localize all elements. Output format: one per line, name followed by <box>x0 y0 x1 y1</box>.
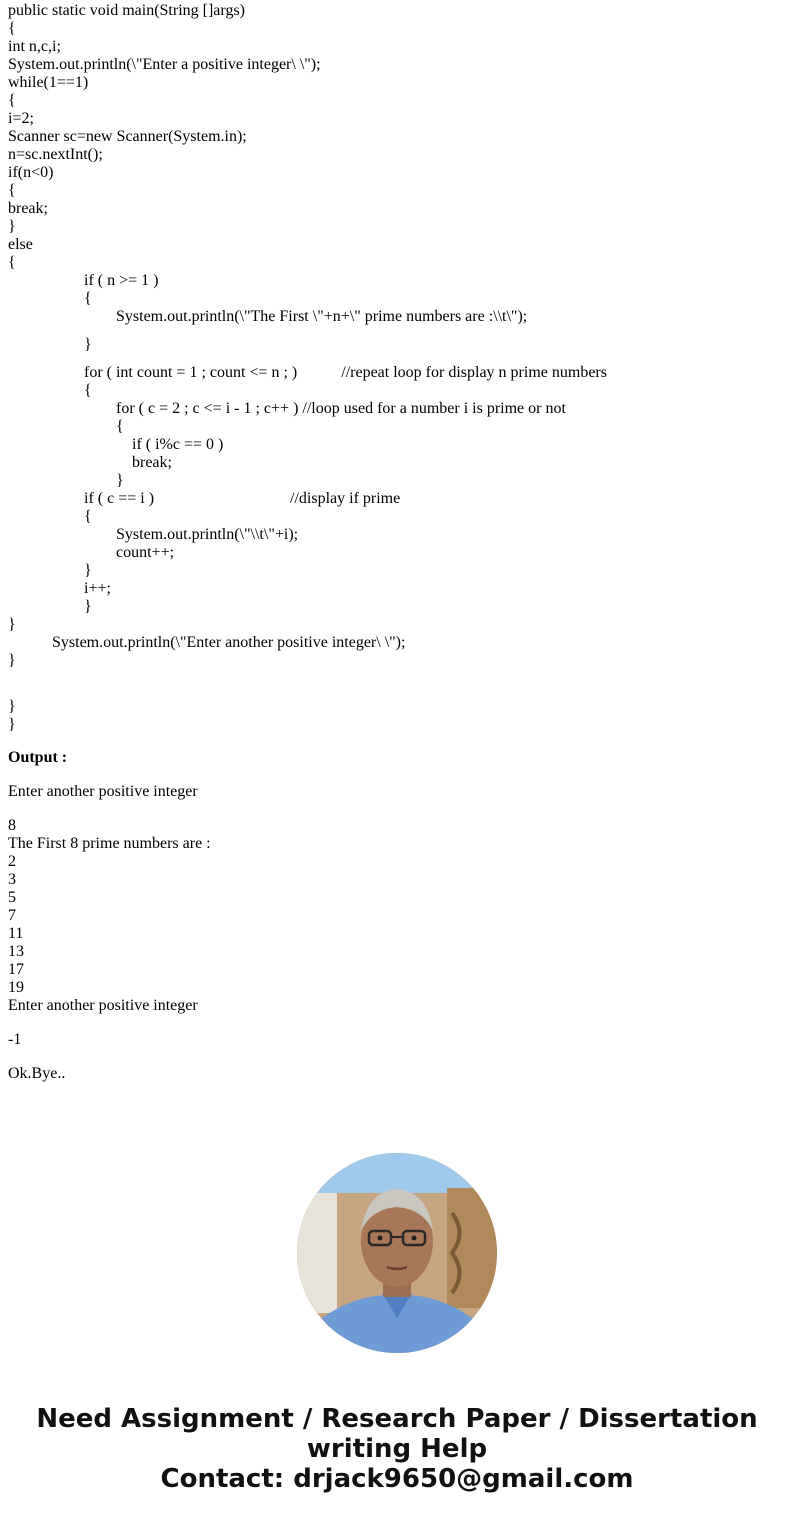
code-line: break; <box>8 200 48 217</box>
output-prompt: Enter another positive integer <box>8 783 198 800</box>
code-line: } <box>84 562 92 579</box>
code-line: } <box>84 598 92 615</box>
output-heading: Output : <box>8 749 68 766</box>
output-prime: 17 <box>8 961 24 978</box>
code-line: } <box>8 716 16 733</box>
output-prime: 5 <box>8 889 16 906</box>
code-line: { <box>8 254 16 271</box>
code-line: System.out.println(\"\\t\"+i); <box>116 526 299 543</box>
output-prompt: Enter another positive integer <box>8 997 198 1014</box>
code-line: i=2; <box>8 110 34 127</box>
code-line: { <box>116 418 124 435</box>
code-line: if(n<0) <box>8 164 54 181</box>
code-line: { <box>84 382 92 399</box>
output-prime: 3 <box>8 871 16 888</box>
author-photo <box>297 1153 497 1353</box>
output-block <box>8 783 786 1083</box>
code-line: { <box>84 508 92 525</box>
output-input: 8 <box>8 817 16 834</box>
code-line: } <box>116 472 124 489</box>
code-line: int n,c,i; <box>8 38 61 55</box>
code-block <box>8 2 786 734</box>
code-line: if ( c == i ) //display if prime <box>84 490 401 507</box>
document-body <box>8 2 786 1083</box>
code-line: i++; <box>84 580 111 597</box>
output-input: -1 <box>8 1031 22 1048</box>
code-line: public static void main(String []args) <box>8 2 245 19</box>
banner-line: Need Assignment / Research Paper / Dissertation <box>36 1404 758 1434</box>
code-line: } <box>8 616 16 633</box>
output-prime: 7 <box>8 907 16 924</box>
code-line: } <box>84 336 92 353</box>
contact-banner <box>0 1404 794 1494</box>
code-line: System.out.println(\"The First \"+n+\" prime numbers are :\\t\"); <box>116 308 528 325</box>
code-line: } <box>8 652 16 669</box>
output-prime: 13 <box>8 943 24 960</box>
code-line: else <box>8 236 33 253</box>
code-line: if ( i%c == 0 ) <box>132 436 224 453</box>
code-line: { <box>84 290 92 307</box>
code-line: } <box>8 698 16 715</box>
code-line: Scanner sc=new Scanner(System.in); <box>8 128 247 145</box>
code-line: { <box>8 92 16 109</box>
code-line: System.out.println(\"Enter a positive integer\ \"); <box>8 56 321 73</box>
code-line: System.out.println(\"Enter another positive integer\ \"); <box>52 634 406 651</box>
code-line: for ( c = 2 ; c <= i - 1 ; c++ ) //loop used for a number i is prime or not <box>116 400 566 417</box>
person-portrait-icon <box>297 1153 497 1353</box>
output-prime: 2 <box>8 853 16 870</box>
output-bye: Ok.Bye.. <box>8 1065 66 1082</box>
output-prime: 11 <box>8 925 24 942</box>
code-line: { <box>8 20 16 37</box>
code-line: if ( n >= 1 ) <box>84 272 159 289</box>
output-header: The First 8 prime numbers are : <box>8 835 211 852</box>
code-line: n=sc.nextInt(); <box>8 146 103 163</box>
contact-email: Contact: drjack9650@gmail.com <box>160 1464 634 1494</box>
code-line: { <box>8 182 16 199</box>
code-line: break; <box>132 454 172 471</box>
code-line: } <box>8 218 16 235</box>
code-line: while(1==1) <box>8 74 89 91</box>
output-prime: 19 <box>8 979 24 996</box>
code-line: for ( int count = 1 ; count <= n ; ) //repeat loop for display n prime numbers <box>84 364 607 381</box>
banner-line: writing Help <box>306 1434 488 1464</box>
code-line: count++; <box>116 544 175 561</box>
